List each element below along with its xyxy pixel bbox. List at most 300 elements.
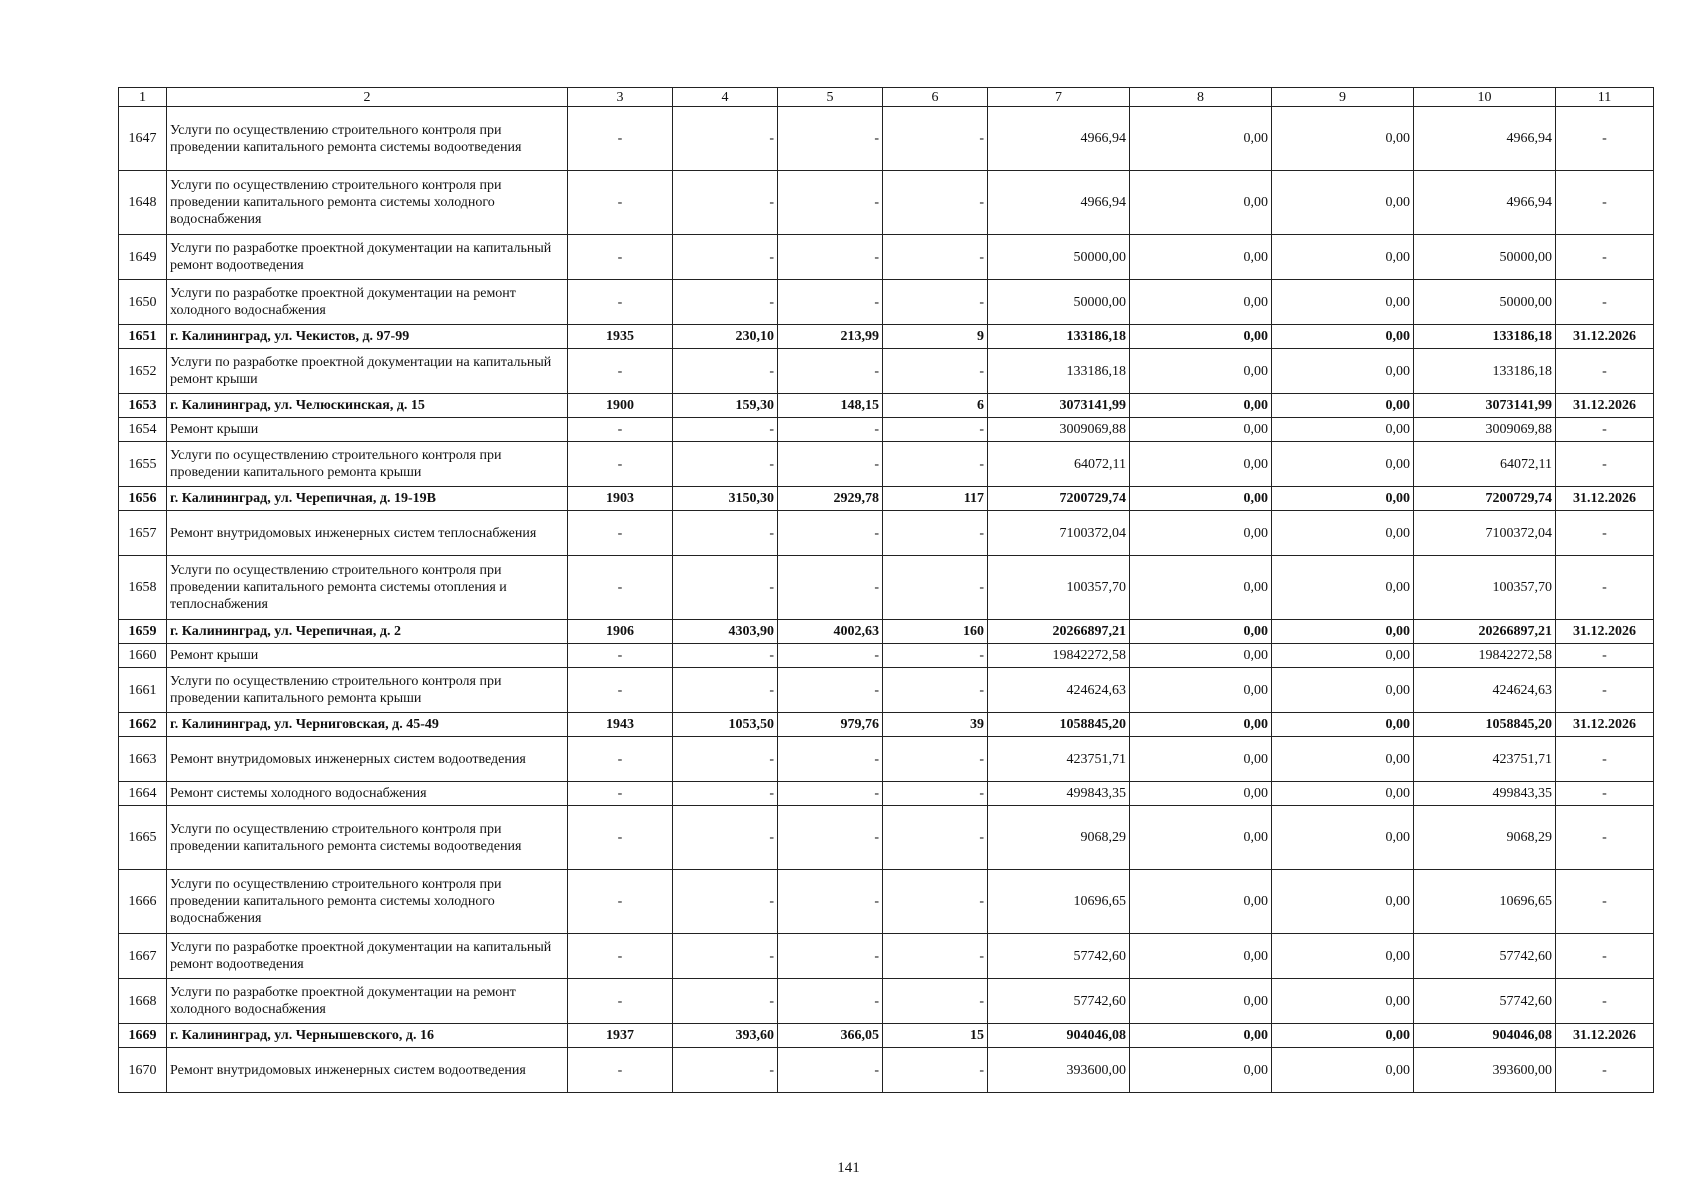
address-row [119,487,1654,511]
work-item-row [119,1048,1654,1093]
total-cost-cell: 10696,65 [988,870,1130,934]
budget-cost-cell: 0,00 [1272,394,1414,418]
total-area-cell: - [673,644,778,668]
budget-cost-cell: 0,00 [1272,934,1414,979]
total-area-cell: - [673,107,778,171]
fund-cost-cell: 0,00 [1130,107,1272,171]
work-item-row [119,737,1654,782]
residents-cell: - [883,171,988,235]
work-item-row [119,107,1654,171]
total-area-cell: - [673,806,778,870]
living-area-cell: - [778,235,883,280]
year-cell: - [568,442,673,487]
residents-cell: - [883,934,988,979]
header-cell: 2 [167,88,568,107]
owners-cost-cell: 57742,60 [1414,979,1556,1024]
living-area-cell: 148,15 [778,394,883,418]
deadline-cell: - [1556,418,1654,442]
description-cell: Ремонт системы холодного водоснабжения [167,782,568,806]
header-cell: 3 [568,88,673,107]
work-item-row [119,171,1654,235]
total-area-cell: - [673,1048,778,1093]
fund-cost-cell: 0,00 [1130,442,1272,487]
total-area-cell: - [673,171,778,235]
fund-cost-cell: 0,00 [1130,737,1272,782]
living-area-cell: - [778,171,883,235]
total-cost-cell: 100357,70 [988,556,1130,620]
budget-cost-cell: 0,00 [1272,668,1414,713]
work-item-row [119,235,1654,280]
year-cell: - [568,644,673,668]
budget-cost-cell: 0,00 [1272,349,1414,394]
row-number-cell: 1664 [119,782,167,806]
description-cell: Услуги по разработке проектной документации на ремонт холодного водоснабжения [167,280,568,325]
row-number-cell: 1649 [119,235,167,280]
budget-cost-cell: 0,00 [1272,171,1414,235]
description-cell: Ремонт внутридомовых инженерных систем водоотведения [167,737,568,782]
deadline-cell: - [1556,1048,1654,1093]
deadline-cell: - [1556,107,1654,171]
row-number-cell: 1652 [119,349,167,394]
owners-cost-cell: 4966,94 [1414,171,1556,235]
living-area-cell: 4002,63 [778,620,883,644]
work-item-row [119,644,1654,668]
budget-cost-cell: 0,00 [1272,620,1414,644]
fund-cost-cell: 0,00 [1130,556,1272,620]
year-cell: - [568,806,673,870]
table-body [119,88,1654,1093]
fund-cost-cell: 0,00 [1130,171,1272,235]
fund-cost-cell: 0,00 [1130,644,1272,668]
owners-cost-cell: 50000,00 [1414,280,1556,325]
row-number-cell: 1661 [119,668,167,713]
fund-cost-cell: 0,00 [1130,1024,1272,1048]
total-area-cell: 159,30 [673,394,778,418]
owners-cost-cell: 3073141,99 [1414,394,1556,418]
row-number-cell: 1648 [119,171,167,235]
budget-cost-cell: 0,00 [1272,487,1414,511]
work-item-row [119,556,1654,620]
header-cell: 7 [988,88,1130,107]
fund-cost-cell: 0,00 [1130,782,1272,806]
residents-cell: - [883,280,988,325]
address-row [119,620,1654,644]
description-cell: Услуги по осуществлению строительного контроля при проведении капитального ремонта системы отопления и теплоснабжения [167,556,568,620]
description-cell: г. Калининград, ул. Челюскинская, д. 15 [167,394,568,418]
living-area-cell: 2929,78 [778,487,883,511]
total-cost-cell: 904046,08 [988,1024,1130,1048]
total-cost-cell: 57742,60 [988,934,1130,979]
budget-cost-cell: 0,00 [1272,418,1414,442]
total-area-cell: - [673,235,778,280]
residents-cell: - [883,349,988,394]
deadline-cell: - [1556,806,1654,870]
address-row [119,713,1654,737]
living-area-cell: - [778,349,883,394]
residents-cell: 9 [883,325,988,349]
header-cell: 5 [778,88,883,107]
budget-cost-cell: 0,00 [1272,979,1414,1024]
owners-cost-cell: 4966,94 [1414,107,1556,171]
row-number-cell: 1653 [119,394,167,418]
work-item-row [119,979,1654,1024]
living-area-cell: - [778,668,883,713]
description-cell: Услуги по разработке проектной документации на ремонт холодного водоснабжения [167,979,568,1024]
total-area-cell: 393,60 [673,1024,778,1048]
column-number-header-row [119,88,1654,107]
total-area-cell: - [673,870,778,934]
total-cost-cell: 133186,18 [988,325,1130,349]
header-cell: 9 [1272,88,1414,107]
row-number-cell: 1650 [119,280,167,325]
description-cell: г. Калининград, ул. Черниговская, д. 45-49 [167,713,568,737]
row-number-cell: 1667 [119,934,167,979]
description-cell: Услуги по осуществлению строительного контроля при проведении капитального ремонта системы холодного водоснабжения [167,870,568,934]
deadline-cell: - [1556,556,1654,620]
total-area-cell: - [673,782,778,806]
header-cell: 11 [1556,88,1654,107]
fund-cost-cell: 0,00 [1130,668,1272,713]
residents-cell: 6 [883,394,988,418]
living-area-cell: - [778,737,883,782]
owners-cost-cell: 133186,18 [1414,325,1556,349]
deadline-cell: 31.12.2026 [1556,325,1654,349]
description-cell: г. Калининград, ул. Черепичная, д. 2 [167,620,568,644]
residents-cell: - [883,418,988,442]
total-cost-cell: 423751,71 [988,737,1130,782]
total-cost-cell: 7200729,74 [988,487,1130,511]
total-area-cell: - [673,280,778,325]
residents-cell: - [883,442,988,487]
row-number-cell: 1665 [119,806,167,870]
work-item-row [119,511,1654,556]
description-cell: Услуги по осуществлению строительного контроля при проведении капитального ремонта крыши [167,442,568,487]
work-item-row [119,418,1654,442]
fund-cost-cell: 0,00 [1130,418,1272,442]
year-cell: - [568,870,673,934]
living-area-cell: 213,99 [778,325,883,349]
residents-cell: - [883,979,988,1024]
deadline-cell: - [1556,668,1654,713]
fund-cost-cell: 0,00 [1130,979,1272,1024]
row-number-cell: 1669 [119,1024,167,1048]
work-item-row [119,668,1654,713]
fund-cost-cell: 0,00 [1130,620,1272,644]
living-area-cell: - [778,280,883,325]
budget-cost-cell: 0,00 [1272,556,1414,620]
deadline-cell: 31.12.2026 [1556,713,1654,737]
description-cell: г. Калининград, ул. Черепичная, д. 19-19В [167,487,568,511]
row-number-cell: 1654 [119,418,167,442]
deadline-cell: - [1556,644,1654,668]
description-cell: Услуги по осуществлению строительного контроля при проведении капитального ремонта системы холодного водоснабжения [167,171,568,235]
year-cell: - [568,349,673,394]
deadline-cell: - [1556,511,1654,556]
budget-cost-cell: 0,00 [1272,806,1414,870]
description-cell: Ремонт внутридомовых инженерных систем водоотведения [167,1048,568,1093]
description-cell: Ремонт крыши [167,644,568,668]
owners-cost-cell: 904046,08 [1414,1024,1556,1048]
residents-cell: - [883,511,988,556]
owners-cost-cell: 423751,71 [1414,737,1556,782]
deadline-cell: 31.12.2026 [1556,394,1654,418]
budget-cost-cell: 0,00 [1272,280,1414,325]
fund-cost-cell: 0,00 [1130,870,1272,934]
deadline-cell: - [1556,870,1654,934]
residents-cell: 117 [883,487,988,511]
residents-cell: - [883,644,988,668]
work-item-row [119,870,1654,934]
total-area-cell: 4303,90 [673,620,778,644]
living-area-cell: - [778,442,883,487]
year-cell: - [568,737,673,782]
owners-cost-cell: 20266897,21 [1414,620,1556,644]
description-cell: Услуги по осуществлению строительного контроля при проведении капитального ремонта системы водоотведения [167,107,568,171]
residents-cell: - [883,107,988,171]
deadline-cell: - [1556,782,1654,806]
living-area-cell: - [778,870,883,934]
fund-cost-cell: 0,00 [1130,325,1272,349]
total-area-cell: 1053,50 [673,713,778,737]
fund-cost-cell: 0,00 [1130,394,1272,418]
year-cell: - [568,668,673,713]
fund-cost-cell: 0,00 [1130,349,1272,394]
year-cell: - [568,934,673,979]
capital-repair-table [118,87,1654,1093]
header-cell: 8 [1130,88,1272,107]
total-area-cell: - [673,979,778,1024]
deadline-cell: - [1556,235,1654,280]
residents-cell: - [883,1048,988,1093]
budget-cost-cell: 0,00 [1272,235,1414,280]
owners-cost-cell: 7200729,74 [1414,487,1556,511]
deadline-cell: 31.12.2026 [1556,620,1654,644]
total-cost-cell: 3073141,99 [988,394,1130,418]
description-cell: Ремонт крыши [167,418,568,442]
description-cell: г. Калининград, ул. Чекистов, д. 97-99 [167,325,568,349]
owners-cost-cell: 393600,00 [1414,1048,1556,1093]
year-cell: - [568,171,673,235]
owners-cost-cell: 7100372,04 [1414,511,1556,556]
fund-cost-cell: 0,00 [1130,487,1272,511]
total-area-cell: - [673,556,778,620]
address-row [119,394,1654,418]
total-area-cell: - [673,349,778,394]
living-area-cell: - [778,511,883,556]
row-number-cell: 1655 [119,442,167,487]
total-area-cell: - [673,934,778,979]
budget-cost-cell: 0,00 [1272,511,1414,556]
total-area-cell: 3150,30 [673,487,778,511]
budget-cost-cell: 0,00 [1272,737,1414,782]
row-number-cell: 1656 [119,487,167,511]
fund-cost-cell: 0,00 [1130,934,1272,979]
row-number-cell: 1658 [119,556,167,620]
total-area-cell: - [673,511,778,556]
description-cell: Услуги по разработке проектной документации на капитальный ремонт водоотведения [167,235,568,280]
owners-cost-cell: 424624,63 [1414,668,1556,713]
header-cell: 6 [883,88,988,107]
row-number-cell: 1651 [119,325,167,349]
header-cell: 1 [119,88,167,107]
year-cell: - [568,782,673,806]
year-cell: 1900 [568,394,673,418]
living-area-cell: - [778,107,883,171]
row-number-cell: 1659 [119,620,167,644]
description-cell: Услуги по разработке проектной документации на капитальный ремонт водоотведения [167,934,568,979]
budget-cost-cell: 0,00 [1272,442,1414,487]
deadline-cell: 31.12.2026 [1556,487,1654,511]
owners-cost-cell: 1058845,20 [1414,713,1556,737]
year-cell: - [568,1048,673,1093]
deadline-cell: - [1556,979,1654,1024]
year-cell: 1906 [568,620,673,644]
total-cost-cell: 1058845,20 [988,713,1130,737]
residents-cell: - [883,556,988,620]
residents-cell: - [883,806,988,870]
residents-cell: 160 [883,620,988,644]
owners-cost-cell: 9068,29 [1414,806,1556,870]
description-cell: Ремонт внутридомовых инженерных систем теплоснабжения [167,511,568,556]
owners-cost-cell: 499843,35 [1414,782,1556,806]
residents-cell: - [883,782,988,806]
living-area-cell: - [778,979,883,1024]
year-cell: - [568,280,673,325]
description-cell: Услуги по осуществлению строительного контроля при проведении капитального ремонта крыши [167,668,568,713]
fund-cost-cell: 0,00 [1130,511,1272,556]
owners-cost-cell: 133186,18 [1414,349,1556,394]
row-number-cell: 1647 [119,107,167,171]
year-cell: - [568,556,673,620]
budget-cost-cell: 0,00 [1272,1048,1414,1093]
row-number-cell: 1663 [119,737,167,782]
total-cost-cell: 64072,11 [988,442,1130,487]
owners-cost-cell: 3009069,88 [1414,418,1556,442]
total-cost-cell: 7100372,04 [988,511,1130,556]
description-cell: Услуги по осуществлению строительного контроля при проведении капитального ремонта системы водоотведения [167,806,568,870]
header-cell: 4 [673,88,778,107]
total-cost-cell: 57742,60 [988,979,1130,1024]
living-area-cell: - [778,644,883,668]
deadline-cell: - [1556,280,1654,325]
deadline-cell: - [1556,737,1654,782]
year-cell: 1937 [568,1024,673,1048]
owners-cost-cell: 50000,00 [1414,235,1556,280]
living-area-cell: - [778,782,883,806]
living-area-cell: 979,76 [778,713,883,737]
row-number-cell: 1662 [119,713,167,737]
total-area-cell: - [673,737,778,782]
owners-cost-cell: 10696,65 [1414,870,1556,934]
year-cell: 1943 [568,713,673,737]
row-number-cell: 1670 [119,1048,167,1093]
address-row [119,325,1654,349]
total-cost-cell: 20266897,21 [988,620,1130,644]
living-area-cell: - [778,934,883,979]
total-cost-cell: 499843,35 [988,782,1130,806]
total-cost-cell: 19842272,58 [988,644,1130,668]
budget-cost-cell: 0,00 [1272,644,1414,668]
year-cell: - [568,235,673,280]
year-cell: - [568,511,673,556]
total-cost-cell: 9068,29 [988,806,1130,870]
budget-cost-cell: 0,00 [1272,713,1414,737]
description-cell: Услуги по разработке проектной документации на капитальный ремонт крыши [167,349,568,394]
year-cell: - [568,418,673,442]
residents-cell: - [883,870,988,934]
row-number-cell: 1668 [119,979,167,1024]
living-area-cell: 366,05 [778,1024,883,1048]
deadline-cell: - [1556,934,1654,979]
total-area-cell: - [673,418,778,442]
fund-cost-cell: 0,00 [1130,280,1272,325]
total-cost-cell: 4966,94 [988,171,1130,235]
year-cell: - [568,107,673,171]
total-cost-cell: 393600,00 [988,1048,1130,1093]
living-area-cell: - [778,418,883,442]
total-cost-cell: 50000,00 [988,280,1130,325]
owners-cost-cell: 64072,11 [1414,442,1556,487]
owners-cost-cell: 100357,70 [1414,556,1556,620]
fund-cost-cell: 0,00 [1130,1048,1272,1093]
description-cell: г. Калининград, ул. Чернышевского, д. 16 [167,1024,568,1048]
work-item-row [119,782,1654,806]
deadline-cell: 31.12.2026 [1556,1024,1654,1048]
residents-cell: - [883,235,988,280]
row-number-cell: 1657 [119,511,167,556]
work-item-row [119,349,1654,394]
residents-cell: - [883,737,988,782]
work-item-row [119,442,1654,487]
year-cell: 1935 [568,325,673,349]
budget-cost-cell: 0,00 [1272,325,1414,349]
deadline-cell: - [1556,349,1654,394]
deadline-cell: - [1556,171,1654,235]
total-cost-cell: 3009069,88 [988,418,1130,442]
budget-cost-cell: 0,00 [1272,870,1414,934]
budget-cost-cell: 0,00 [1272,1024,1414,1048]
owners-cost-cell: 19842272,58 [1414,644,1556,668]
total-cost-cell: 50000,00 [988,235,1130,280]
deadline-cell: - [1556,442,1654,487]
page-number: 141 [837,1160,860,1176]
living-area-cell: - [778,1048,883,1093]
row-number-cell: 1666 [119,870,167,934]
work-item-row [119,934,1654,979]
owners-cost-cell: 57742,60 [1414,934,1556,979]
header-cell: 10 [1414,88,1556,107]
total-area-cell: 230,10 [673,325,778,349]
total-cost-cell: 424624,63 [988,668,1130,713]
budget-cost-cell: 0,00 [1272,107,1414,171]
budget-cost-cell: 0,00 [1272,782,1414,806]
total-cost-cell: 133186,18 [988,349,1130,394]
total-area-cell: - [673,442,778,487]
row-number-cell: 1660 [119,644,167,668]
residents-cell: 15 [883,1024,988,1048]
living-area-cell: - [778,806,883,870]
total-cost-cell: 4966,94 [988,107,1130,171]
residents-cell: - [883,668,988,713]
work-item-row [119,280,1654,325]
fund-cost-cell: 0,00 [1130,806,1272,870]
total-area-cell: - [673,668,778,713]
work-item-row [119,806,1654,870]
living-area-cell: - [778,556,883,620]
fund-cost-cell: 0,00 [1130,713,1272,737]
residents-cell: 39 [883,713,988,737]
year-cell: 1903 [568,487,673,511]
